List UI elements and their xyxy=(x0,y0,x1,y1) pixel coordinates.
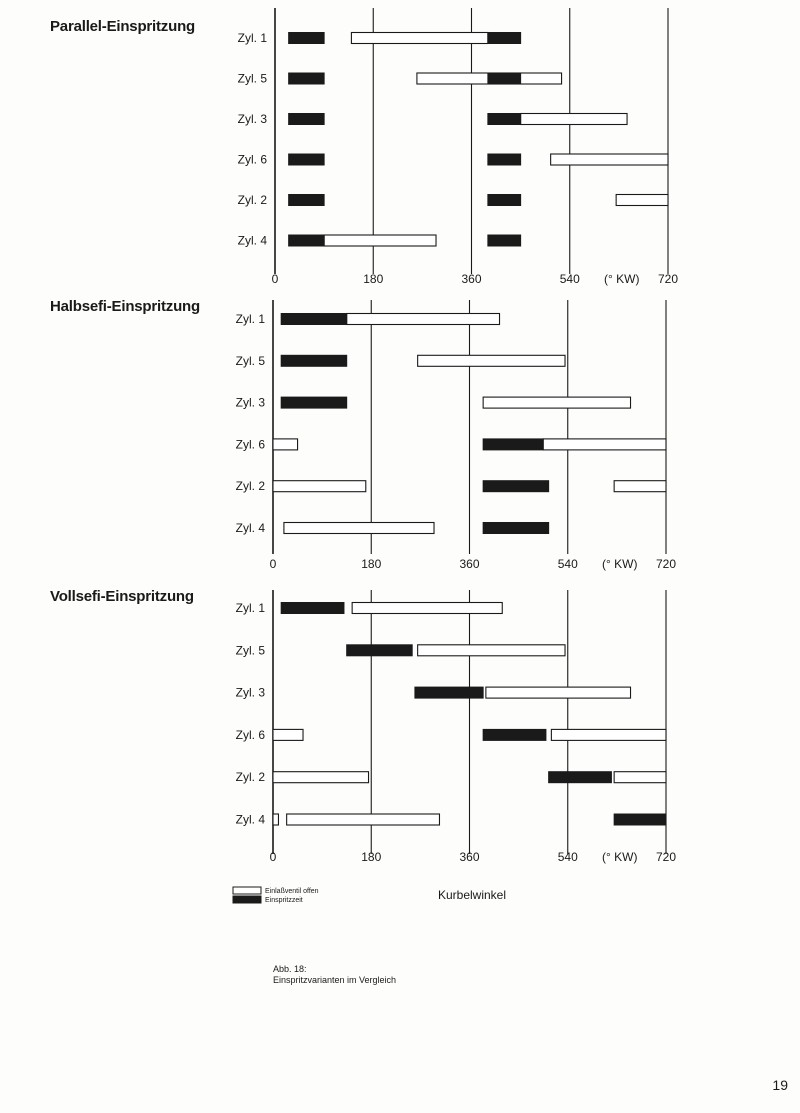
cylinder-label: Zyl. 3 xyxy=(237,112,267,126)
injection-bar xyxy=(347,645,413,656)
cylinder-label: Zyl. 6 xyxy=(235,437,265,452)
injection-bar xyxy=(614,814,666,825)
injection-bar xyxy=(281,314,347,325)
caption-number: Abb. 18: xyxy=(273,964,307,974)
cylinder-label: Zyl. 2 xyxy=(235,479,265,494)
tick-label: 540 xyxy=(557,557,578,571)
injection-bar xyxy=(289,73,324,84)
tick-label: 540 xyxy=(559,272,580,286)
cylinder-label: Zyl. 2 xyxy=(235,770,265,785)
valve-open-bar xyxy=(273,481,366,492)
valve-open-bar xyxy=(543,439,666,450)
valve-open-bar xyxy=(614,772,666,783)
page-number: 19 xyxy=(772,1077,788,1093)
cylinder-label: Zyl. 5 xyxy=(237,71,267,86)
tick-label: 0 xyxy=(269,850,277,864)
tick-label: 0 xyxy=(271,272,279,286)
injection-bar xyxy=(488,114,521,125)
cylinder-label: Zyl. 4 xyxy=(235,812,265,827)
tick-label: 180 xyxy=(361,850,382,864)
tick-label: (° KW) xyxy=(602,850,638,864)
chart-title-parallel: Parallel-Einspritzung xyxy=(50,18,195,35)
chart-title-vollsefi: Vollsefi-Einspritzung xyxy=(50,588,194,605)
valve-open-bar xyxy=(273,439,298,450)
injection-bar xyxy=(289,114,324,125)
valve-open-bar xyxy=(418,355,565,366)
valve-open-bar xyxy=(521,114,627,125)
injection-bar xyxy=(289,154,324,165)
legend-label-open: Einlaßventil offen xyxy=(265,888,319,895)
legend-swatch-open xyxy=(233,887,261,894)
cylinder-label: Zyl. 5 xyxy=(235,353,265,368)
cylinder-label: Zyl. 6 xyxy=(235,727,265,742)
tick-label: 720 xyxy=(655,557,677,571)
legend-swatch-inject xyxy=(233,896,261,903)
valve-open-bar xyxy=(273,772,369,783)
cylinder-label: Zyl. 6 xyxy=(237,152,267,167)
injection-bar xyxy=(488,154,521,165)
injection-bar xyxy=(488,33,521,44)
tick-label: (° KW) xyxy=(604,272,640,286)
valve-open-bar xyxy=(352,603,502,614)
injection-bar xyxy=(488,195,521,206)
tick-label: 540 xyxy=(557,850,578,864)
cylinder-label: Zyl. 2 xyxy=(237,193,267,207)
legend-label-inject: Einspritzzeit xyxy=(265,897,303,904)
injection-bar xyxy=(281,603,344,614)
valve-open-bar xyxy=(287,814,440,825)
injection-bar xyxy=(289,235,324,246)
valve-open-bar xyxy=(418,645,565,656)
tick-label: 180 xyxy=(361,557,382,571)
tick-label: 720 xyxy=(655,850,677,864)
valve-open-bar xyxy=(347,314,500,325)
cylinder-label: Zyl. 4 xyxy=(237,233,267,248)
chart-title-halbsefi: Halbsefi-Einspritzung xyxy=(50,298,200,315)
cylinder-label: Zyl. 3 xyxy=(235,685,265,700)
cylinder-label: Zyl. 1 xyxy=(237,31,267,45)
tick-label: 720 xyxy=(657,272,679,286)
valve-open-bar xyxy=(324,235,436,246)
caption-text: Einspritzvarianten im Vergleich xyxy=(273,975,397,985)
valve-open-bar xyxy=(273,814,278,825)
valve-open-bar xyxy=(551,154,668,165)
injection-bar xyxy=(483,523,549,534)
valve-open-bar xyxy=(551,729,666,740)
injection-bar xyxy=(483,439,543,450)
figure-caption xyxy=(273,964,396,986)
valve-open-bar xyxy=(614,481,666,492)
valve-open-bar xyxy=(351,33,487,44)
injection-bar xyxy=(281,397,347,408)
tick-label: 360 xyxy=(459,850,480,864)
injection-bar xyxy=(415,687,483,698)
tick-label: 180 xyxy=(363,272,384,286)
injection-bar xyxy=(488,73,521,84)
injection-bar xyxy=(281,355,347,366)
cylinder-label: Zyl. 4 xyxy=(235,521,265,535)
tick-label: (° KW) xyxy=(602,557,638,571)
cylinder-label: Zyl. 5 xyxy=(235,643,265,658)
injection-bar xyxy=(488,235,521,246)
tick-label: 360 xyxy=(459,557,480,571)
injection-bar xyxy=(289,195,324,206)
valve-open-bar xyxy=(616,195,668,206)
cylinder-label: Zyl. 1 xyxy=(235,601,265,615)
cylinder-label: Zyl. 3 xyxy=(235,395,265,410)
injection-bar xyxy=(483,481,549,492)
valve-open-bar xyxy=(284,523,434,534)
valve-open-bar xyxy=(483,397,630,408)
valve-open-bar xyxy=(486,687,631,698)
valve-open-bar xyxy=(273,729,303,740)
cylinder-label: Zyl. 1 xyxy=(235,312,265,326)
tick-label: 0 xyxy=(269,557,277,571)
injection-bar xyxy=(289,33,324,44)
injection-bar xyxy=(483,729,546,740)
x-axis-title: Kurbelwinkel xyxy=(437,888,507,902)
injection-bar xyxy=(549,772,612,783)
tick-label: 360 xyxy=(461,272,482,286)
